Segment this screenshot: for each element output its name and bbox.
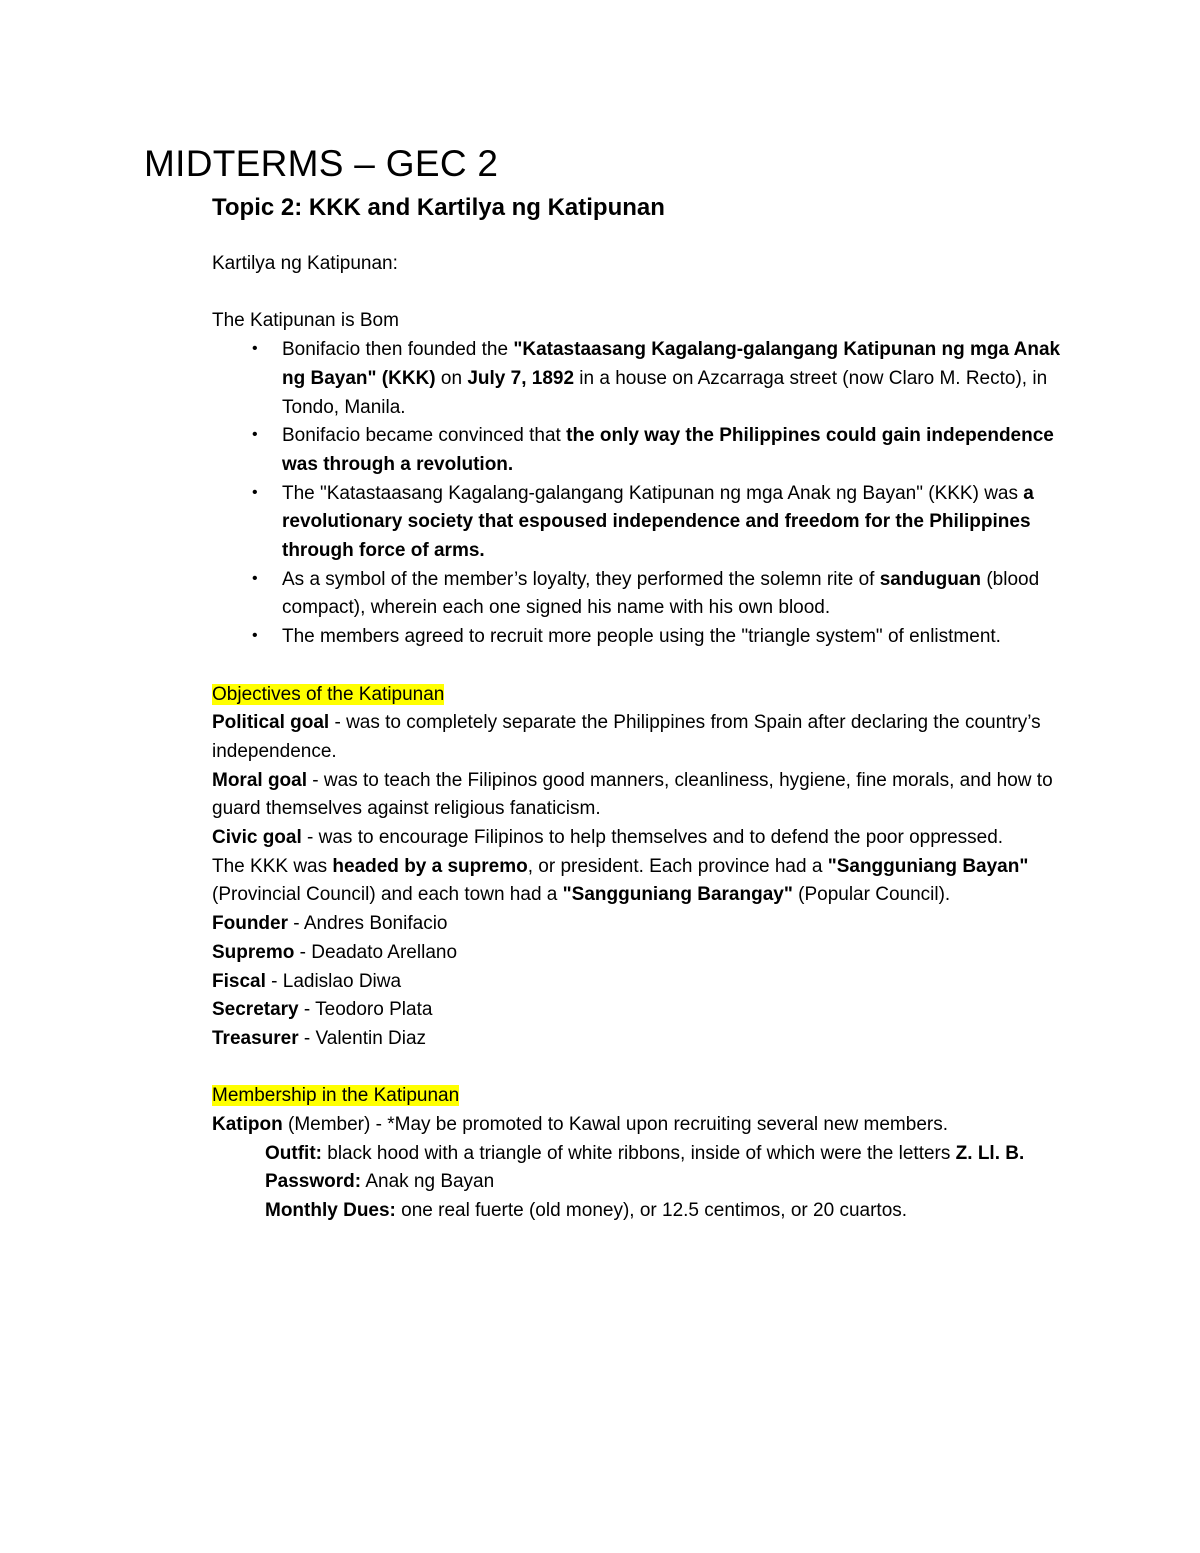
kkk-structure-paragraph: The KKK was headed by a supremo, or president. Each province had a "Sangguniang Bayan" (Provincial Council) and each town had a "Sangguniang Barangay" (Popular Council). bbox=[212, 855, 1029, 906]
bullet-item-1: • Bonifacio then founded the "Katastaasang Kagalang-galangang Katipunan ng mga Anak ng Bayan" (KKK) on July 7, 1892 in a house on Azcarraga street (now Claro M. Recto), in Tondo, Manila. bbox=[212, 336, 1072, 422]
document-body bbox=[212, 192, 1072, 1226]
political-goal: Political goal - was to completely separate the Philippines from Spain after declaring the country’s independence. bbox=[212, 712, 1041, 762]
outfit-line: Outfit: black hood with a triangle of white ribbons, inside of which were the letters Z. Ll. B. bbox=[265, 1142, 1025, 1164]
bullet-icon: • bbox=[252, 340, 258, 358]
objectives-heading: Objectives of the Katipunan bbox=[212, 683, 445, 705]
moral-goal: Moral goal - was to teach the Filipinos good manners, cleanliness, hygiene, fine morals, and how to guard themselves against religious fanaticism. bbox=[212, 769, 1053, 820]
membership-section bbox=[212, 1082, 1072, 1111]
objectives-section bbox=[212, 681, 1072, 710]
bullet-item-3: • The "Katastaasang Kagalang-galangang Katipunan ng mga Anak ng Bayan" (KKK) was a revolutionary society that espoused independence and freedom for the Philippines through force of arms. bbox=[212, 480, 1072, 566]
document-title: MIDTERMS – GEC 2 bbox=[144, 143, 499, 184]
monthly-dues-line: Monthly Dues: one real fuerte (old money), or 12.5 centimos, or 20 cuartos. bbox=[265, 1200, 908, 1222]
bullet-icon: • bbox=[252, 569, 258, 587]
katipon-line: Katipon (Member) - *May be promoted to Kawal upon recruiting several new members. bbox=[212, 1114, 948, 1136]
officer-founder: Founder - Andres Bonifacio bbox=[212, 913, 448, 935]
civic-goal: Civic goal - was to encourage Filipinos to help themselves and to defend the poor oppressed. bbox=[212, 827, 1004, 849]
membership-heading: Membership in the Katipunan bbox=[212, 1085, 460, 1107]
bullet-list bbox=[212, 336, 1072, 652]
officer-secretary: Secretary - Teodoro Plata bbox=[212, 999, 433, 1021]
bullet-icon: • bbox=[252, 483, 258, 501]
topic-heading: Topic 2: KKK and Kartilya ng Katipunan bbox=[212, 194, 665, 221]
bullet-item-2: • Bonifacio became convinced that the only way the Philippines could gain independence was through a revolution. bbox=[212, 422, 1072, 479]
bullet-item-5: • The members agreed to recruit more people using the "triangle system" of enlistment. bbox=[212, 623, 1072, 652]
password-line: Password: Anak ng Bayan bbox=[265, 1171, 495, 1193]
officer-supremo: Supremo - Deadato Arellano bbox=[212, 941, 458, 963]
kartilya-label: Kartilya ng Katipunan: bbox=[212, 253, 398, 274]
section-heading-born: The Katipunan is Bom bbox=[212, 310, 399, 332]
bullet-icon: • bbox=[252, 627, 258, 645]
officer-treasurer: Treasurer - Valentin Diaz bbox=[212, 1027, 427, 1049]
officer-fiscal: Fiscal - Ladislao Diwa bbox=[212, 970, 402, 992]
bullet-icon: • bbox=[252, 426, 258, 444]
bullet-item-4: • As a symbol of the member’s loyalty, they performed the solemn rite of sanduguan (blood compact), wherein each one signed his name with his own blood. bbox=[212, 566, 1072, 623]
